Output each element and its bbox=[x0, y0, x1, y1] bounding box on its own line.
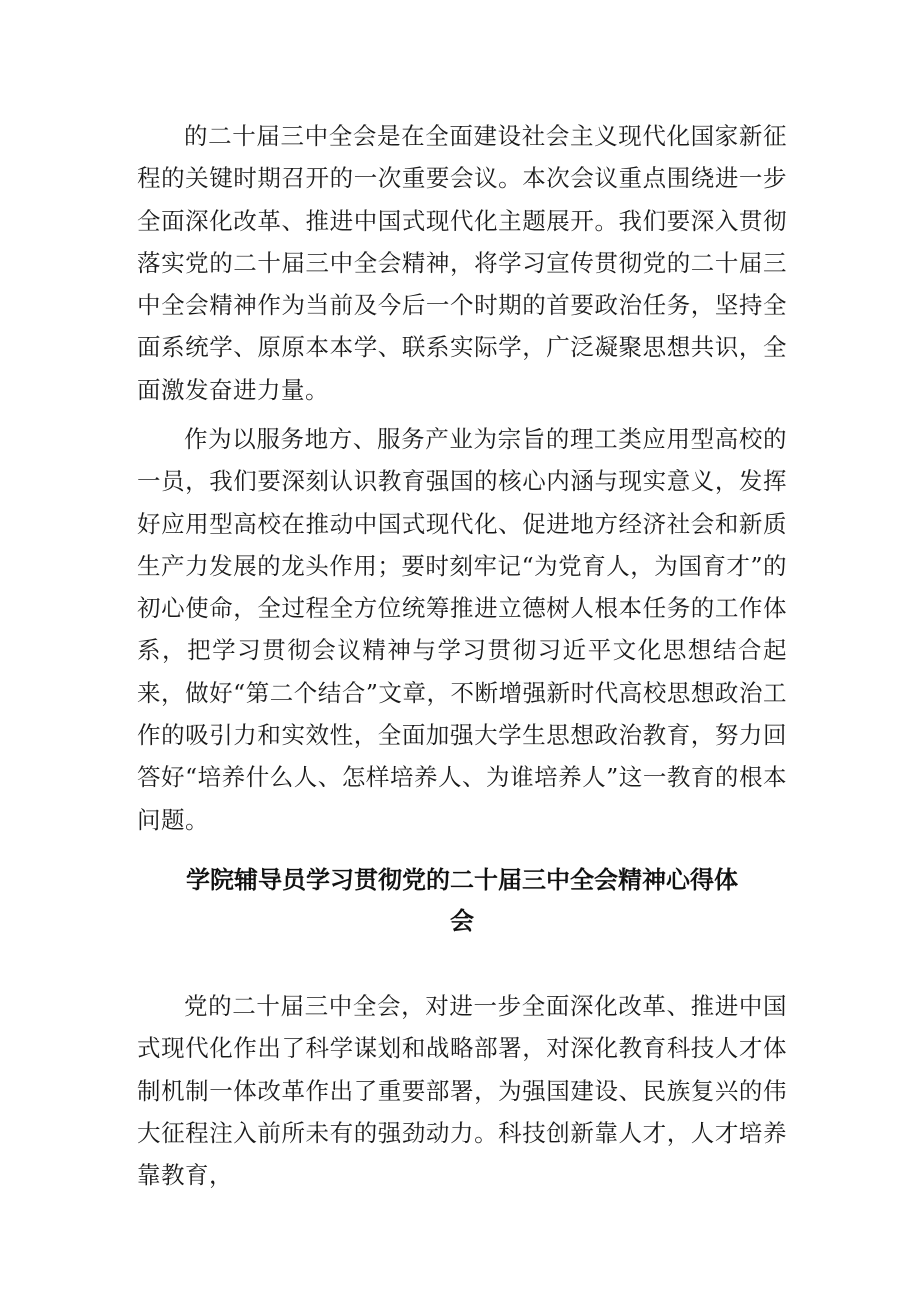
section-title-line: 学院辅导员学习贯彻党的二十届三中全会精神心得体 bbox=[186, 866, 738, 894]
body-paragraph: 作为以服务地方、服务产业为宗旨的理工类应用型高校的一员，我们要深刻认识教育强国的核心内涵与现实意义，发挥好应用型高校在推动中国式现代化、促进地方经济社会和新质生产力发展的龙头作用；要时刻牢记“为党育人，为国育才”的初心使命，全过程全方位统筹推进立德树人根本任务的工作体系，把学习贯彻会议精神与学习贯彻习近平文化思想结合起来，做好“第二个结合”文章，不断增强新时代高校思想政治工作的吸引力和实效性，全面加强大学生思想政治教育，努力回答好“培养什么人、怎样培养人、为谁培养人”这一教育的根本问题。 bbox=[137, 425, 787, 834]
section-title bbox=[137, 860, 787, 942]
section-title-line: 会 bbox=[450, 907, 474, 935]
body-paragraph: 的二十届三中全会是在全面建设社会主义现代化国家新征程的关键时期召开的一次重要会议。本次会议重点围绕进一步全面深化改革、推进中国式现代化主题展开。我们要深入贯彻落实党的二十届三中全会精神，将学习宣传贯彻党的二十届三中全会精神作为当前及今后一个时期的首要政治任务，坚持全面系统学、原原本本学、联系实际学，广泛凝聚思想共识，全面激发奋进力量。 bbox=[137, 122, 787, 404]
body-paragraph: 党的二十届三中全会，对进一步全面深化改革、推进中国式现代化作出了科学谋划和战略部署，对深化教育科技人才体制机制一体改革作出了重要部署，为强国建设、民族复兴的伟大征程注入前所未有的强劲动力。科技创新靠人才，人才培养靠教育， bbox=[137, 992, 787, 1190]
